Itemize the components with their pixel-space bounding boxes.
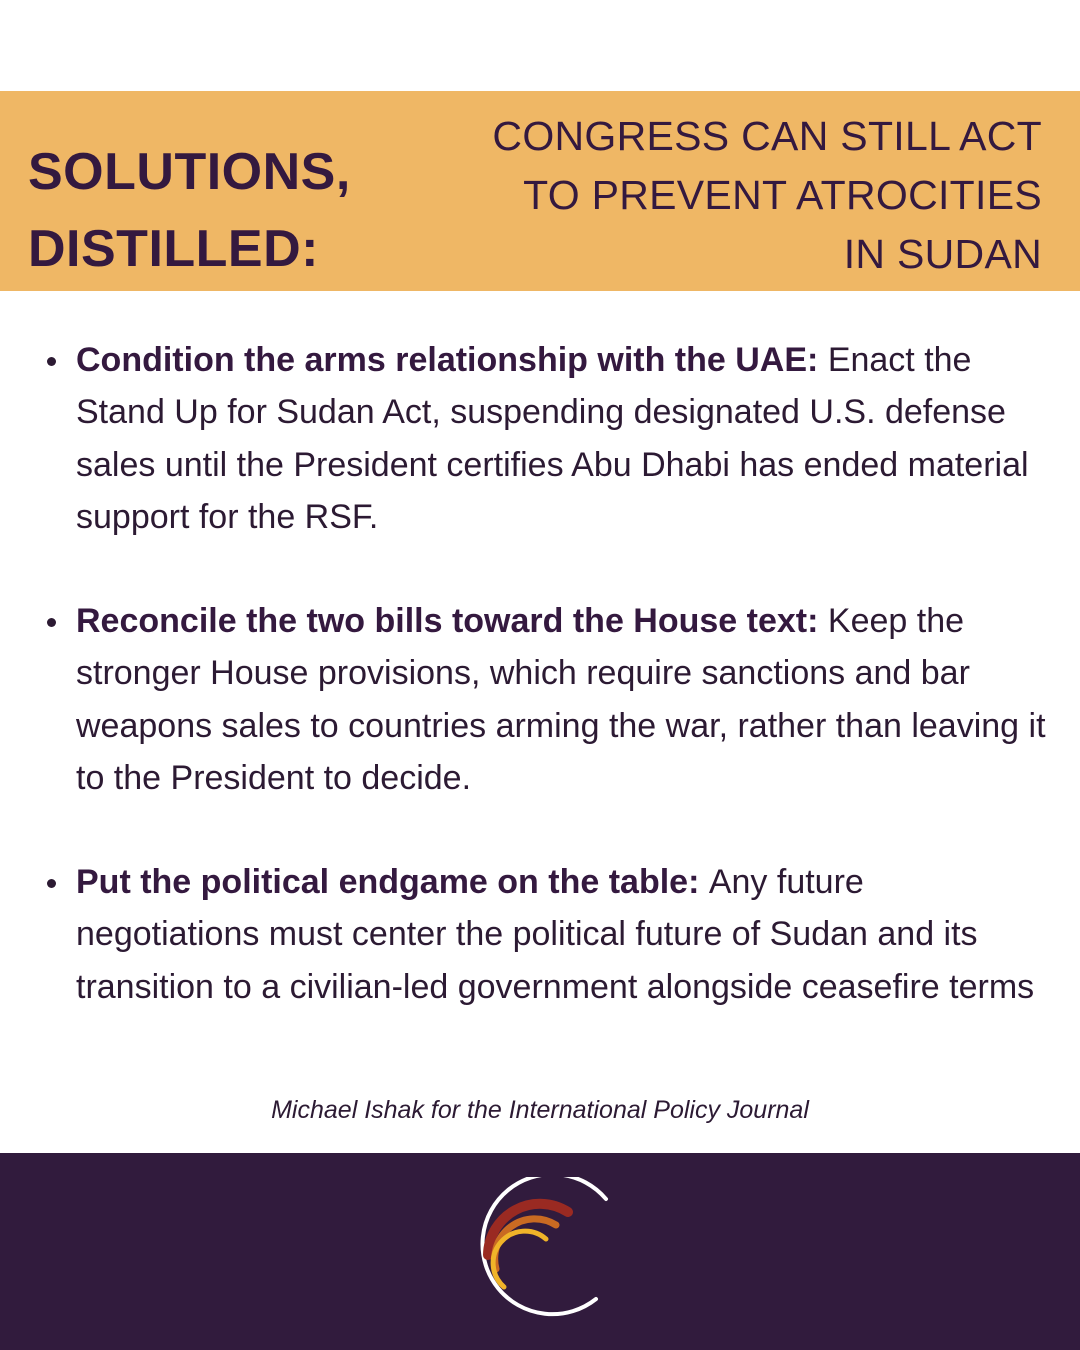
header-banner	[0, 91, 1080, 291]
crescent-arcs-logo-icon	[466, 1177, 616, 1327]
list-item-lead: Put the political endgame on the table:	[76, 863, 709, 901]
byline: Michael Ishak for the International Policy Journal	[271, 1096, 809, 1124]
list-item-body: Keep the stronger House provisions, which require sanctions and bar weapons sales to countries arming the war, rather than leaving it to the President to decide.	[76, 602, 1046, 797]
logo-gold-arc	[493, 1231, 546, 1287]
list-item-lead: Reconcile the two bills toward the House text:	[76, 602, 828, 640]
list-item-lead: Condition the arms relationship with the UAE:	[76, 341, 828, 379]
list-item	[76, 595, 1046, 804]
list-item	[76, 856, 1046, 1013]
page-title-line-1: SOLUTIONS,	[28, 143, 351, 201]
list-item-body: Enact the Stand Up for Sudan Act, suspending designated U.S. defense sales until the President certifies Abu Dhabi has ended material support for the RSF.	[76, 341, 1029, 536]
page-subtitle-line-1: CONGRESS CAN STILL ACT	[492, 113, 1042, 159]
page-subtitle-line-2: TO PREVENT ATROCITIES	[523, 172, 1042, 218]
footer-bar	[0, 1153, 1080, 1350]
page-subtitle	[442, 107, 1042, 284]
page-title-line-2: DISTILLED:	[28, 220, 319, 278]
page-subtitle-line-3: IN SUDAN	[843, 231, 1042, 277]
logo-orange-arc	[495, 1219, 556, 1269]
page-title	[28, 121, 448, 301]
list-item	[76, 334, 1046, 543]
list-item-body: Any future negotiations must center the political future of Sudan and its transition to a civilian-led government alongside ceasefire terms	[76, 863, 1035, 1006]
